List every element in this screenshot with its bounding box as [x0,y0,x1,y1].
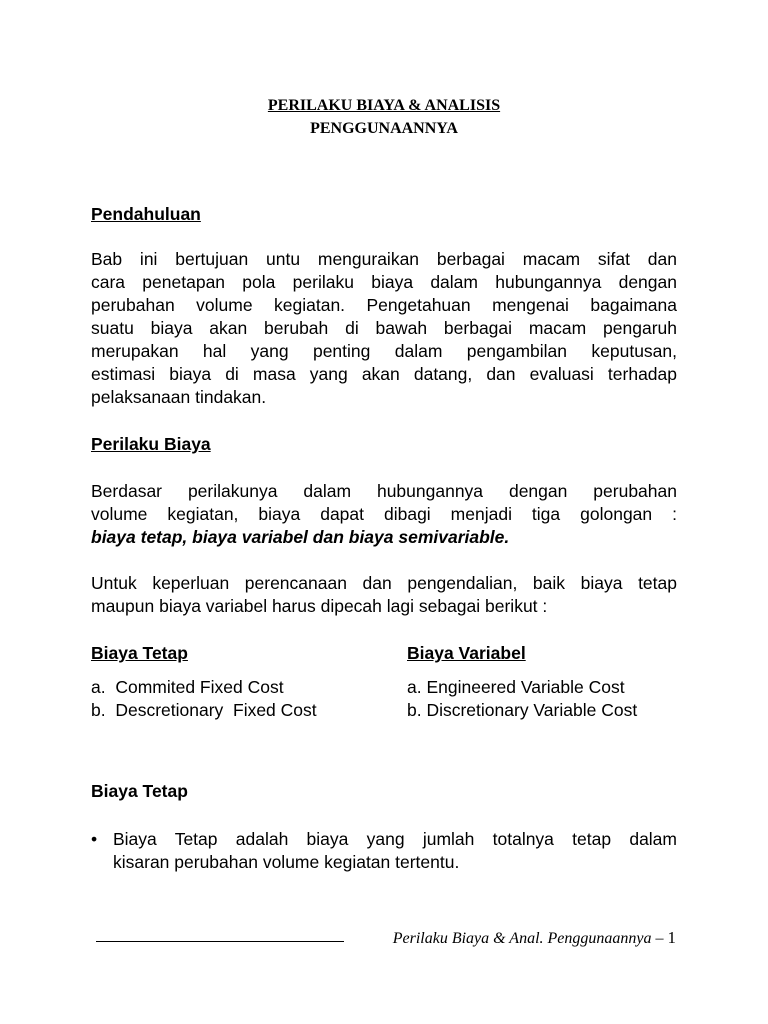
fixed-cost-column-heading: Biaya Tetap [91,643,188,663]
behavior-line: volume kegiatan, biaya dapat dibagi menjadi tiga golongan : [91,504,677,524]
fixed-cost-item: a. Commited Fixed Cost [91,677,284,697]
fixed-cost-line: Biaya Tetap adalah biaya yang jumlah totalnya tetap dalam [113,829,677,849]
intro-paragraph [91,248,677,409]
intro-line: cara penetapan pola perilaku biaya dalam hubungannya dengan [91,272,677,292]
intro-line: merupakan hal yang penting dalam pengambilan keputusan, [91,341,677,361]
bullet-icon: • [91,829,98,849]
fixed-cost-bullet-item [91,828,677,874]
variable-cost-column-heading: Biaya Variabel [407,643,526,663]
intro-heading: Pendahuluan [91,204,201,224]
behavior-line: Berdasar perilakunya dalam hubungannya dengan perubahan [91,481,677,501]
intro-line: pelaksanaan tindakan. [91,387,267,407]
behavior-emphasis: biaya tetap, biaya variabel dan biaya semivariable. [91,527,510,547]
behavior-line: maupun biaya variabel harus dipecah lagi sebagai berikut : [91,596,548,616]
variable-cost-column [407,642,637,722]
document-title [0,94,768,140]
fixed-cost-heading: Biaya Tetap [91,781,188,801]
behavior-line: Untuk keperluan perencanaan dan pengendalian, baik biaya tetap [91,573,677,593]
fixed-cost-item: b. Descretionary Fixed Cost [91,700,317,720]
intro-line: perubahan volume kegiatan. Pengetahuan mengenai bagaimana [91,295,677,315]
variable-cost-item: b. Discretionary Variable Cost [407,700,638,720]
title-line-1: PERILAKU BIAYA & ANALISIS [267,97,501,114]
footer-rule [96,941,344,942]
behavior-paragraph-2 [91,572,677,618]
behavior-paragraph-1 [91,480,677,549]
page-number: 1 [667,928,676,947]
variable-cost-item: a. Engineered Variable Cost [407,677,625,697]
intro-line: suatu biaya akan berubah di bawah berbagai macam pengaruh [91,318,677,338]
footer-title: Perilaku Biaya & Anal. Penggunaannya – [392,930,664,947]
fixed-cost-line: kisaran perubahan volume kegiatan tertentu. [113,852,460,872]
intro-line: Bab ini bertujuan untu menguraikan berbagai macam sifat dan [91,249,677,269]
title-line-2: PENGGUNAANNYA [310,120,458,137]
intro-line: estimasi biaya di masa yang akan datang, dan evaluasi terhadap [91,364,677,384]
page-footer [393,928,676,948]
fixed-cost-column [91,642,317,722]
behavior-heading: Perilaku Biaya [91,434,211,454]
